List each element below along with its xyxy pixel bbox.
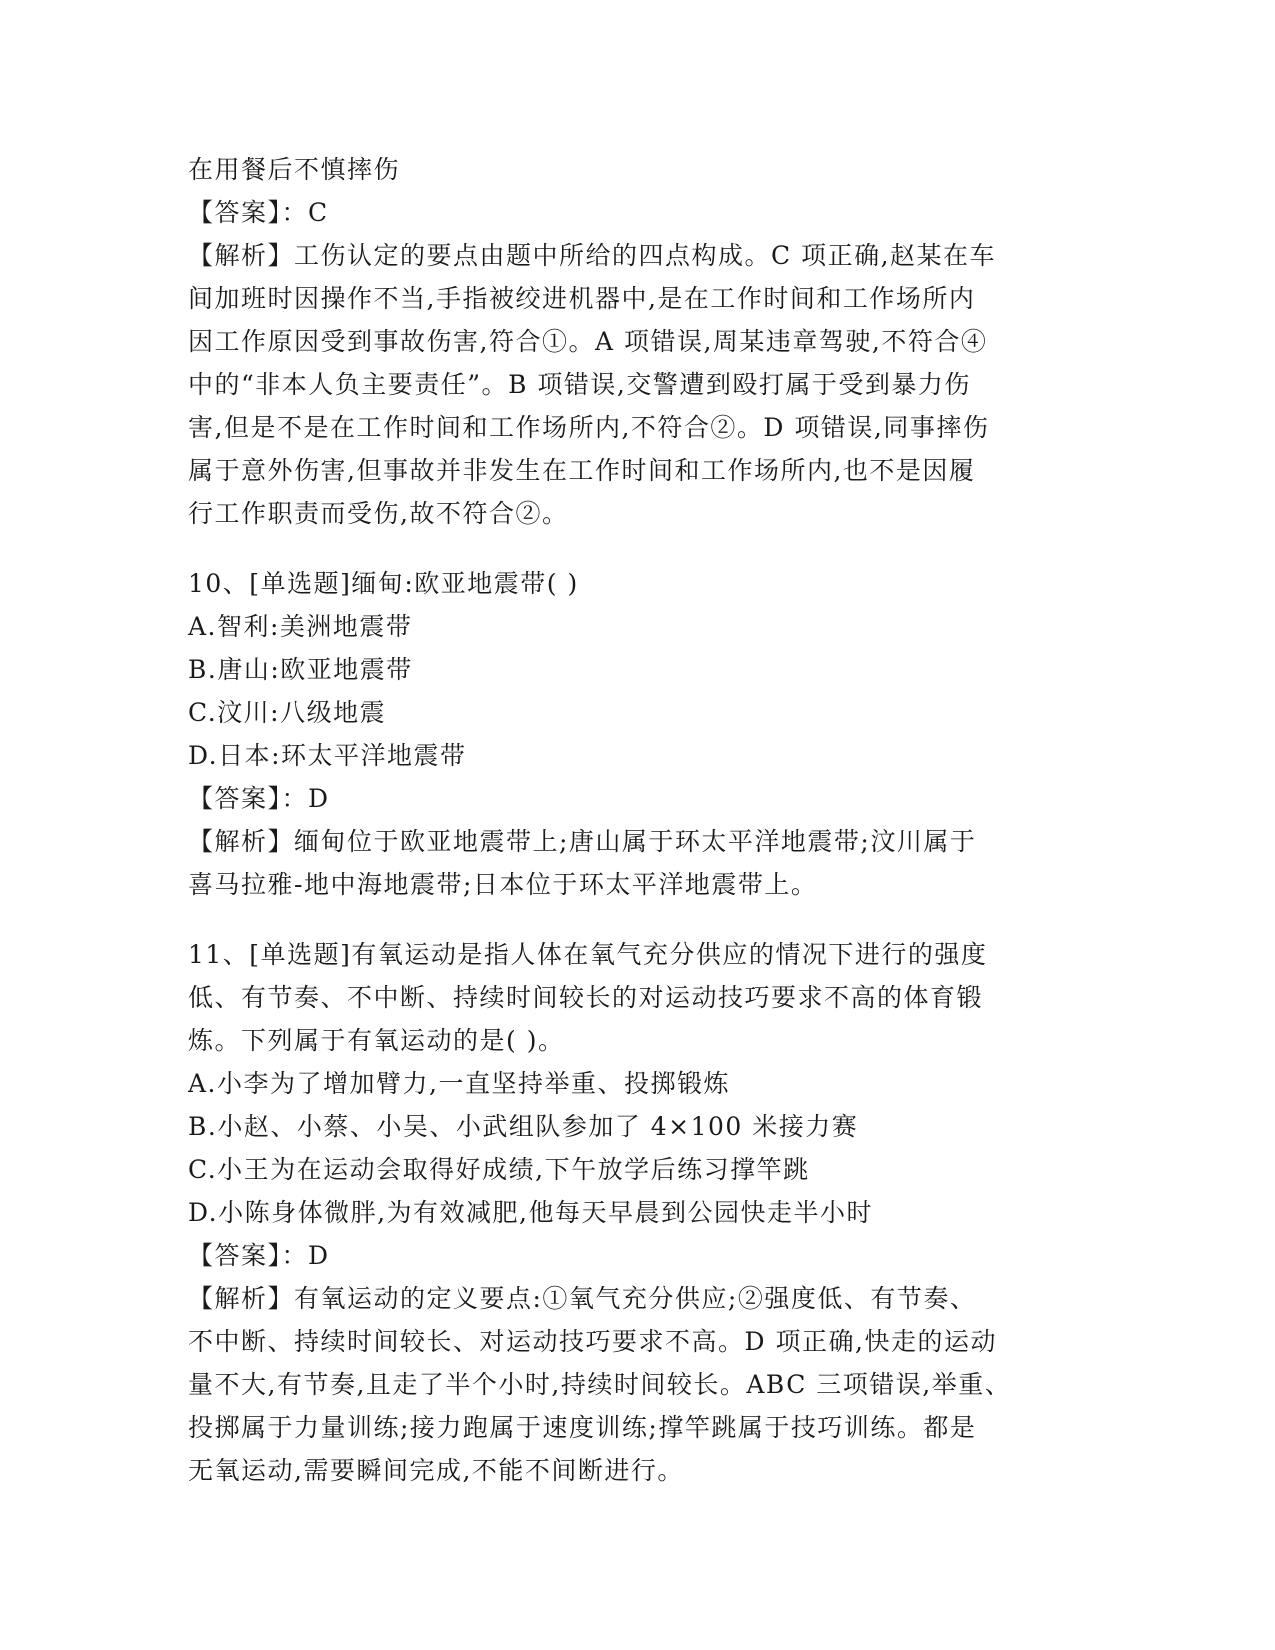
analysis-line: 不中断、持续时间较长、对运动技巧要求不高。D 项正确,快走的运动 — [188, 1327, 997, 1356]
analysis-line: 【解析】缅甸位于欧亚地震带上;唐山属于环太平洋地震带;汶川属于 — [188, 827, 977, 856]
question-stem: 10、[单选题]缅甸:欧亚地震带( ) — [188, 569, 579, 598]
question-stem: 低、有节奏、不中断、持续时间较长的对运动技巧要求不高的体育锻 — [188, 983, 984, 1012]
analysis-line: 中的“非本人负主要责任”。B 项错误,交警遭到殴打属于受到暴力伤 — [188, 370, 971, 399]
question-stem: 炼。下列属于有氧运动的是( )。 — [188, 1026, 565, 1055]
option-a: A.智利:美洲地震带 — [188, 612, 413, 641]
analysis-line: 间加班时因操作不当,手指被绞进机器中,是在工作时间和工作场所内 — [188, 284, 976, 313]
analysis-line: 【解析】有氧运动的定义要点:①氧气充分供应;②强度低、有节奏、 — [188, 1284, 977, 1313]
analysis-line: 害,但是不是在工作时间和工作场所内,不符合②。D 项错误,同事摔伤 — [188, 413, 990, 442]
answer-line: 【答案】：C — [188, 198, 329, 227]
option-d: D.小陈身体微胖,为有效减肥,他每天早晨到公园快走半小时 — [188, 1198, 873, 1227]
question-stem: 11、[单选题]有氧运动是指人体在氧气充分供应的情况下进行的强度 — [188, 940, 988, 969]
option-text: 在用餐后不慎摔伤 — [188, 155, 401, 184]
question-11 — [188, 933, 1068, 1492]
analysis-line: 行工作职责而受伤,故不符合②。 — [188, 499, 569, 528]
option-c: C.小王为在运动会取得好成绩,下午放学后练习撑竿跳 — [188, 1155, 810, 1184]
answer-line: 【答案】：D — [188, 784, 330, 813]
analysis-line: 无氧运动,需要瞬间完成,不能不间断进行。 — [188, 1456, 684, 1485]
answer-line: 【答案】：D — [188, 1241, 330, 1270]
question-10 — [188, 562, 1068, 906]
analysis-line: 喜马拉雅-地中海地震带;日本位于环太平洋地震带上。 — [188, 870, 818, 899]
analysis-line: 【解析】工伤认定的要点由题中所给的四点构成。C 项正确,赵某在车 — [188, 241, 997, 270]
analysis-line: 量不大,有节奏,且走了半个小时,持续时间较长。ABC 三项错误,举重、 — [188, 1370, 1012, 1399]
option-b: B.唐山:欧亚地震带 — [188, 655, 413, 684]
spacer — [188, 535, 1068, 562]
option-c: C.汶川:八级地震 — [188, 698, 387, 727]
option-d: D.日本:环太平洋地震带 — [188, 741, 467, 770]
option-b: B.小赵、小蔡、小吴、小武组队参加了 4×100 米接力赛 — [188, 1112, 859, 1141]
analysis-line: 因工作原因受到事故伤害,符合①。A 项错误,周某违章驾驶,不符合④ — [188, 327, 988, 356]
question-9-tail — [188, 148, 1068, 535]
spacer — [188, 906, 1068, 933]
analysis-line: 投掷属于力量训练;接力跑属于速度训练;撑竿跳属于技巧训练。都是 — [188, 1413, 977, 1442]
option-a: A.小李为了增加臂力,一直坚持举重、投掷锻炼 — [188, 1069, 730, 1098]
document-page — [188, 148, 1068, 1492]
analysis-line: 属于意外伤害,但事故并非发生在工作时间和工作场所内,也不是因履 — [188, 456, 976, 485]
